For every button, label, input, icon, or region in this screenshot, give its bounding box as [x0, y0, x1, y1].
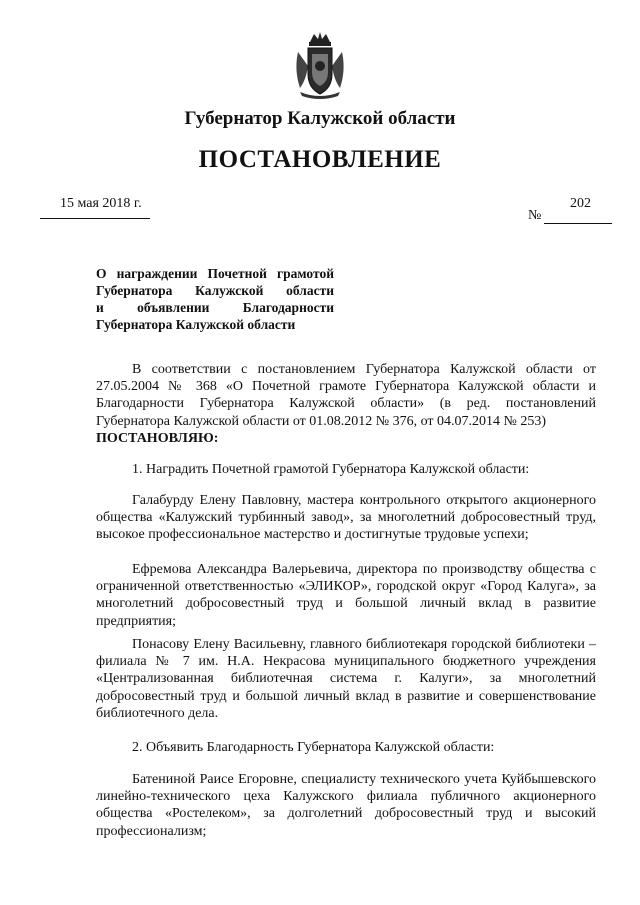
resolve-word: ПОСТАНОВЛЯЮ: [96, 430, 219, 446]
preamble-text: В соответствии с постановлением Губернатора Калужской области от 27.05.2004 № 368 «О Почетной грамоте Губернатора Калужской области и Благодарности Губернатора Калужской области» (в ред. постановлений Губернатора Калужской области от 01.08.2012 № 376, от 04.07.2014 № 253) [96, 362, 596, 429]
subject-line: Губернатора Калужской области [96, 317, 296, 332]
award-entry: Галабурду Елену Павловну, мастера контрольного открытого акционерного общества «Калужский турбинный завод», за многолетний добросовестный труд, высокое профессиональное мастерство и достигнутые трудовые успехи; [96, 493, 596, 543]
subject-line: Губернатора Калужской области [96, 283, 334, 298]
document-number: 202 [570, 196, 591, 211]
gratitude-entry: Батениной Раисе Егоровне, специалисту технического учета Куйбышевского линейно-технического цеха Калужского филиала публичного акционерного общества «Ростелеком», за долголетний добросовестный труд и высокий профессионализм; [96, 772, 596, 839]
document-type: ПОСТАНОВЛЕНИЕ [198, 146, 442, 173]
subject-line: О награждении Почетной грамотой [96, 266, 334, 281]
number-underline [544, 223, 612, 224]
subject-line: и объявлении Благодарности [96, 300, 334, 315]
document-subject [96, 265, 334, 333]
date-underline [40, 218, 150, 219]
preamble [96, 361, 596, 447]
document-date: 15 мая 2018 г. [60, 196, 142, 211]
coat-of-arms-icon [290, 30, 350, 100]
award-entry: Ефремова Александра Валерьевича, директора по производству общества с ограниченной ответственностью «ЭЛИКОР», городской округ «Город Калуга», за многолетний добросовестный труд и большой личный вклад в развитие предприятия; [96, 562, 596, 629]
item-1-heading: 1. Наградить Почетной грамотой Губернатора Калужской области: [132, 462, 530, 477]
issuing-authority: Губернатор Калужской области [184, 108, 456, 129]
item-2-heading: 2. Объявить Благодарность Губернатора Калужской области: [132, 740, 495, 755]
number-sign: № [528, 208, 542, 223]
award-entry: Понасову Елену Васильевну, главного библиотекаря городской библиотеки – филиала № 7 им. Н.А. Некрасова муниципального бюджетного учреждения «Централизованная библиотечная система г. Калуги», за многолетний добросовестный труд и большой личный вклад в развитие и совершенствование библиотечного дела. [96, 637, 596, 721]
